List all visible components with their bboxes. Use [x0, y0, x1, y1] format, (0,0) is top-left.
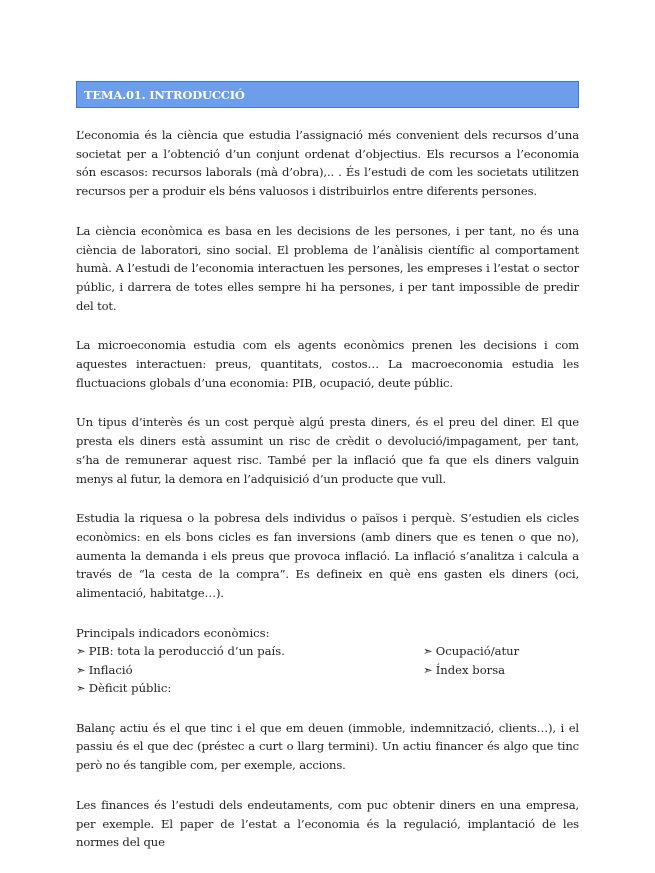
paragraph: Balanç actiu és el que tinc i el que em deuen (immoble, indemnització, clients…), i el passiu és el que dec (préstec a curt o llarg termini). Un actiu financer és algo que tinc però no és tangible com, per exemple, accions. [76, 720, 579, 773]
arrow-bullet-icon: ➣ [76, 681, 86, 696]
list-item-label: Ocupació/atur [435, 644, 520, 659]
paragraph: Les finances és l’estudi dels endeutaments, com puc obtenir diners en una empresa, per exemple. El paper de l’estat a l’economia és la regulació, implantació de les normes del que [76, 797, 579, 850]
paragraph: Estudia la riquesa o la pobresa dels individus o països i perquè. S’estudien els cicles econòmics: en els bons cicles es fan inversions (amb diners que es tenen o que no), aumenta la demanda i els preus que provoca inflació. La inflació s’analitza i calcula a través de “la cesta de la compra”. Es defineix en què ens gasten els diners (oci, alimentació, habitatge…). [76, 511, 579, 601]
list-item [76, 642, 423, 661]
arrow-bullet-icon: ➣ [423, 644, 433, 659]
section-header [76, 81, 579, 108]
paragraph: Un tipus d’interès és un cost perquè algú presta diners, és el preu del diner. El que presta els diners està assumint un risc de crèdit o devolució/impagament, per tant, s’ha de remunerar aquest risc. També per la inflació que fa que els diners valguin menys al futur, la demora en l’adquisició d’un producte que vull. [76, 415, 579, 486]
indicators-list [76, 624, 579, 698]
paragraph: La microeconomia estudia com els agents econòmics prenen les decisions i com aquestes interactuen: preus, quantitats, costos… La macroeconomia estudia les fluctuacions globals d’una economia: PIB, ocupació, deute públic. [76, 338, 579, 390]
paragraph: L’economia és la ciència que estudia l’assignació més convenient dels recursos d’una societat per a l’obtenció d’un conjunt ordenat d’objectius. Els recursos a l’economia són escasos: recursos laborals (mà d’obra),.. . És l’estudi de com les societats utilitzen recursos per a produir els béns valuosos i distribuirlos entre diferents persones. [76, 128, 579, 199]
arrow-bullet-icon: ➣ [76, 644, 86, 659]
indicators-title: Principals indicadors econòmics: [76, 625, 270, 640]
list-item [76, 661, 423, 680]
list-item [76, 679, 423, 698]
list-item [423, 642, 579, 661]
list-item-label: Inflació [88, 662, 133, 677]
arrow-bullet-icon: ➣ [76, 662, 86, 677]
paragraph: La ciència econòmica es basa en les decisions de les persones, i per tant, no és una ciència de laboratori, sino social. El problema de l’anàlisis científic al comportament humà. A l’estudi de l’economia interactuen les persones, les empreses i l’estat o sector públic, i darrera de totes elles sempre hi ha persones, i per tant impossible de predir del tot. [76, 223, 579, 313]
list-item-label: PIB: tota la peroducció d’un país. [88, 644, 285, 659]
section-title: TEMA.01. INTRODUCCIÓ [84, 88, 245, 102]
list-item-label: Dèficit públic: [88, 681, 172, 696]
arrow-bullet-icon: ➣ [423, 662, 433, 677]
list-item-label: Índex borsa [435, 662, 506, 677]
document-body [76, 126, 579, 873]
list-item [423, 661, 579, 680]
